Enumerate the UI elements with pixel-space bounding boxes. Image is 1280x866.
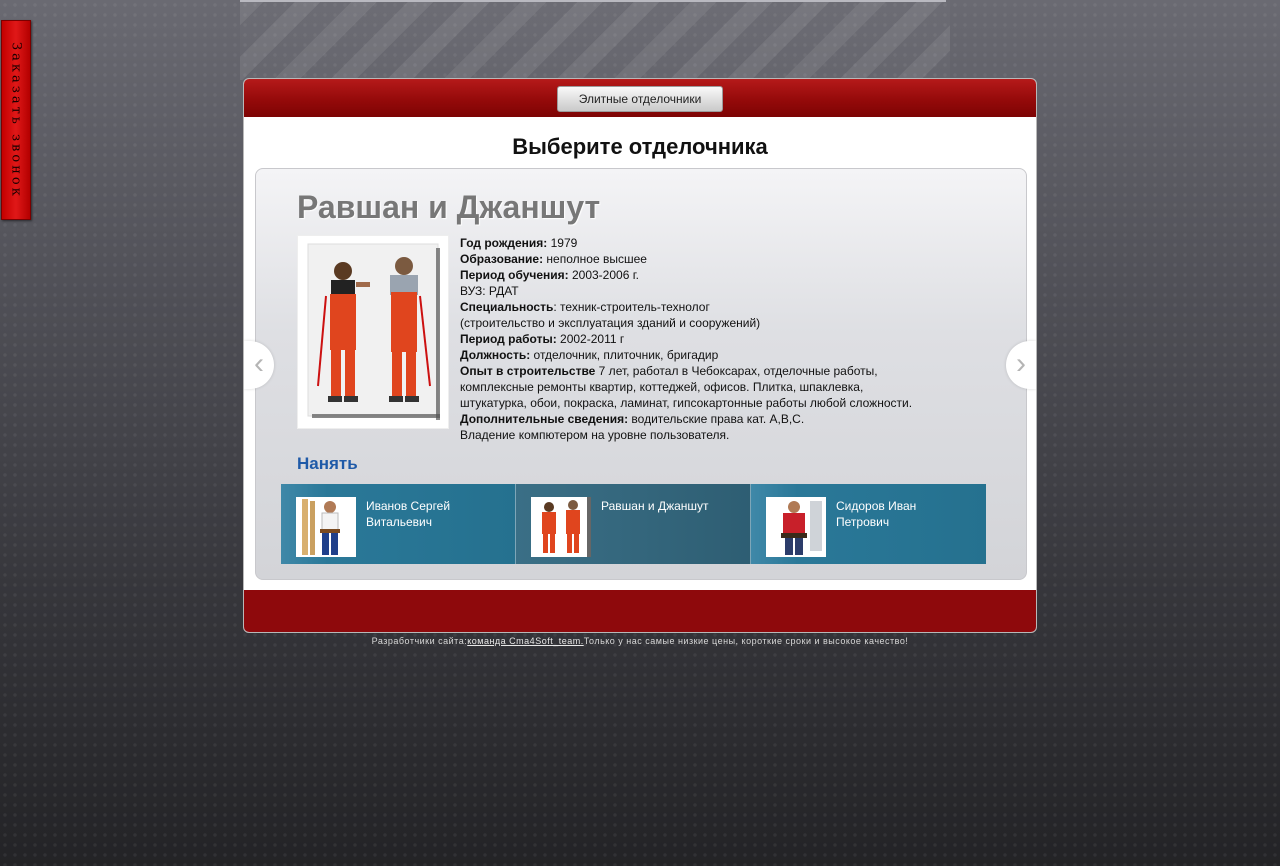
detail-label: Должность: <box>460 348 531 362</box>
worker-panel <box>255 168 1027 580</box>
detail-value: отделочник, плиточник, бригадир <box>530 348 719 362</box>
detail-line <box>460 347 1000 363</box>
background-streaks <box>240 0 950 80</box>
credits-prefix: Разработчики сайта: <box>371 636 468 646</box>
detail-value: 1979 <box>547 236 578 250</box>
detail-value: ВУЗ: РДАТ <box>460 284 519 298</box>
detail-line <box>460 235 1000 251</box>
top-divider <box>240 0 946 2</box>
detail-value: штукатурка, обои, покраска, ламинат, гипсокартонные работы любой сложности. <box>460 396 913 410</box>
worker-details <box>460 235 1000 443</box>
detail-value: 2002-2011 г <box>556 332 625 346</box>
detail-line <box>460 267 1000 283</box>
callback-tab-label: Заказать звонок <box>8 41 24 199</box>
worker-thumbnails <box>281 484 986 564</box>
detail-value: 7 лет, работал в Чебоксарах, отделочные работы, <box>595 364 878 378</box>
thumbnail-name: Иванов Сергей Витальевич <box>366 499 451 529</box>
hire-link[interactable]: Нанять <box>297 454 358 473</box>
detail-value: комплексные ремонты квартир, коттеджей, офисов. Плитка, шпаклевка, <box>460 380 864 394</box>
developer-link[interactable]: команда Cma4Soft_team. <box>467 636 584 646</box>
thumbnail-ravshan[interactable] <box>516 484 751 564</box>
detail-label: Период работы: <box>460 332 557 346</box>
detail-value: неполное высшее <box>543 252 647 266</box>
detail-label: Образование: <box>460 252 544 266</box>
thumbnail-ivanov[interactable] <box>281 484 516 564</box>
detail-line <box>460 251 1000 267</box>
callback-tab[interactable] <box>1 20 31 220</box>
detail-line <box>460 427 1000 443</box>
main-container <box>243 78 1037 633</box>
detail-line <box>460 283 1000 299</box>
thumbnail-name: Равшан и Джаншут <box>601 499 709 513</box>
detail-line <box>460 299 1000 315</box>
page-title: Выберите отделочника <box>512 134 768 159</box>
footer-bar <box>244 590 1036 632</box>
thumbnail-photo <box>531 497 591 557</box>
detail-line <box>460 331 1000 347</box>
elite-finishers-button[interactable]: Элитные отделочники <box>557 86 723 112</box>
detail-line <box>460 395 1000 411</box>
detail-label: Дополнительные сведения: <box>460 412 629 426</box>
detail-value: водительские права кат. А,В,С. <box>628 412 805 426</box>
detail-value: 2003-2006 г. <box>568 268 639 282</box>
credits-suffix: Только у нас самые низкие цены, короткие сроки и высокое качество! <box>583 636 909 646</box>
header-bar <box>244 79 1036 117</box>
detail-line <box>460 379 1000 395</box>
prev-arrow[interactable]: ‹ <box>244 341 274 389</box>
detail-label: Период обучения: <box>460 268 569 282</box>
detail-value: : техник-строитель-технолог <box>553 300 710 314</box>
detail-value: Владение компютером на уровне пользователя. <box>460 428 730 442</box>
detail-label: Опыт в строительстве <box>460 364 596 378</box>
site-credits <box>243 636 1037 646</box>
thumbnail-photo <box>766 497 826 557</box>
thumbnail-sidorov[interactable] <box>751 484 986 564</box>
thumbnail-name: Сидоров Иван Петрович <box>836 499 917 529</box>
detail-label: Год рождения: <box>460 236 548 250</box>
detail-line <box>460 315 1000 331</box>
worker-photo <box>297 235 449 429</box>
detail-label: Специальность <box>460 300 554 314</box>
detail-line <box>460 411 1000 427</box>
next-arrow[interactable]: › <box>1006 341 1036 389</box>
detail-line <box>460 363 1000 379</box>
worker-name: Равшан и Джаншут <box>297 189 601 225</box>
detail-value: (строительство и эксплуатация зданий и сооружений) <box>460 316 761 330</box>
thumbnail-photo <box>296 497 356 557</box>
